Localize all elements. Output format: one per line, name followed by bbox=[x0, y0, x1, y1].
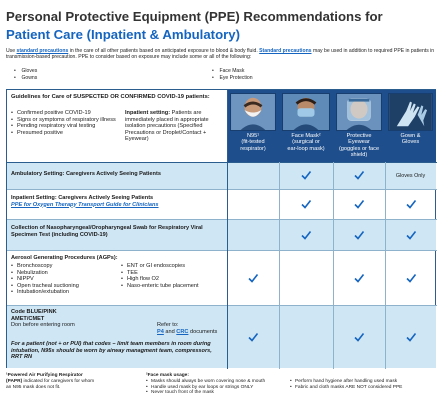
intro-text: Use standard precautions in the care of all other patients based on anticipated exposure to blood & body fluid. Standard precautions may be used in addition to required PPE in patients in transmission-based precaution. PPE to consider based on exposure may include some or all of the following: bbox=[6, 48, 435, 61]
row-swab: Collection of Nasopharyngeal/Oropharyngeal Swab for Respiratory Viral Specimen Test (including COVID-19) bbox=[7, 219, 227, 250]
row-ambulatory: Ambulatory Setting: Caregivers Actively Seeing Patients bbox=[7, 162, 227, 189]
column-n95: N95¹ (fit-tested respirator) bbox=[227, 90, 279, 162]
page-title-line1: Personal Protective Equipment (PPE) Recommendations for bbox=[6, 9, 383, 24]
ppe-table bbox=[6, 89, 436, 368]
check-icon bbox=[405, 331, 417, 343]
check-icon bbox=[300, 198, 312, 210]
column-face-mask: Face Mask² (surgical or ear-loop mask) bbox=[279, 90, 333, 162]
oxygen-transport-guide-link[interactable]: PPE for Oxygen Therapy Transport Guide for Clinicians bbox=[11, 201, 159, 208]
crc-link[interactable]: CRC bbox=[176, 328, 189, 335]
condition-item: • Signs or symptoms of respiratory illness bbox=[11, 117, 123, 124]
agp-item: • Bronchoscopy bbox=[11, 263, 121, 270]
check-icon bbox=[353, 331, 365, 343]
n95-respirator-icon bbox=[230, 93, 276, 131]
p4-link[interactable]: P4 bbox=[157, 328, 164, 335]
column-gown-gloves: Gown & Gloves bbox=[385, 90, 436, 162]
ppe-option-gloves: • Gloves bbox=[14, 68, 38, 74]
footnote-hand-hygiene: • Perform hand hygiene after handling used mask • Fabric and cloth masks ARE NOT considered PPE bbox=[290, 379, 436, 391]
check-icon bbox=[353, 272, 365, 284]
agp-item: • NIPPV bbox=[11, 276, 121, 283]
check-icon bbox=[300, 229, 312, 241]
gloves-icon bbox=[388, 93, 433, 131]
gloves-only-label: Gloves Only bbox=[395, 173, 426, 179]
agp-item: • Open tracheal suctioning bbox=[11, 283, 121, 290]
condition-list bbox=[11, 110, 123, 136]
guidelines-header bbox=[7, 90, 227, 162]
standard-precautions-link-2[interactable]: Standard precautions bbox=[259, 48, 312, 54]
face-mask-icon bbox=[282, 93, 330, 131]
standard-precautions-link[interactable]: standard precautions bbox=[16, 48, 69, 54]
check-icon bbox=[405, 198, 417, 210]
row-aerosol-procedures: Aerosol Generating Procedures (AGPs): • Bronchoscopy • Nebulization • NIPPV • Open tracheal suctioning • Intubation/extubation • ENT or GI endoscopies • TEE • High flow O2 • Naso-enteric tube placement bbox=[7, 250, 227, 305]
check-icon bbox=[353, 198, 365, 210]
condition-item: • Pending respiratory viral testing bbox=[11, 123, 123, 130]
ppe-option-gowns: • Gowns bbox=[14, 75, 38, 81]
check-icon bbox=[405, 229, 417, 241]
footnote-face-mask: ²Face mask usage: • Masks should always be worn covering nose & mouth • Handle used mask by ear loops or strings ONLY • Never touch front of the mask bbox=[146, 373, 286, 396]
row-code-blue: Code BLUE/PINK AMET/CMET Don before entering room Refer to: P4 and CRC documents For a patient (not + or PUI) that codes – limit team members in room during intubation, N95s should be worn by airway managment team, compressors, RRT RN bbox=[7, 305, 227, 368]
agp-item: • TEE bbox=[121, 270, 225, 277]
agp-item: • ENT or GI endoscopies bbox=[121, 263, 225, 270]
code-refer: Refer to: P4 and CRC documents bbox=[157, 322, 218, 335]
agp-item: • Nebulization bbox=[11, 270, 121, 277]
check-icon bbox=[247, 331, 259, 343]
agp-item: • Intubation/extubation bbox=[11, 289, 121, 296]
footnote-papr: ¹Powered Air Purifying Respirator (PAPR) indicated for caregivers for whom an N95 mask does not fit. bbox=[6, 373, 95, 390]
check-icon bbox=[247, 272, 259, 284]
condition-item: • Presumed positive bbox=[11, 130, 123, 137]
agp-item: • Naso-enteric tube placement bbox=[121, 283, 225, 290]
row-inpatient: Inpatient Setting: Caregivers Actively Seeing Patients PPE for Oxygen Therapy Transport Guide for Clinicians bbox=[11, 195, 159, 208]
agp-item: • High flow O2 bbox=[121, 276, 225, 283]
check-icon bbox=[353, 169, 365, 181]
inpatient-setting-note: Inpatient setting: Patients are immediately placed in appropriate isolation precautions (Specified Precautions or Droplet/Contact + Eyewear) bbox=[125, 110, 209, 142]
face-shield-icon bbox=[336, 93, 382, 131]
guidelines-title: Guidelines for Care of SUSPECTED OR CONFIRMED COVID-19 patients: bbox=[11, 94, 210, 100]
ppe-option-eye-protection: • Eye Protection bbox=[212, 75, 253, 81]
check-icon bbox=[353, 229, 365, 241]
column-protective-eyewear: Protective Eyewear (goggles or face shield) bbox=[333, 90, 385, 162]
ppe-option-face-mask: • Face Mask bbox=[212, 68, 245, 74]
check-icon bbox=[300, 169, 312, 181]
code-note: For a patient (not + or PUI) that codes – limit team members in room during intubation, N95s should be worn by airway managment team, compressors, RRT RN bbox=[11, 341, 212, 361]
condition-item: • Confirmed positive COVID-19 bbox=[11, 110, 123, 117]
check-icon bbox=[405, 272, 417, 284]
page-title-line2: Patient Care (Inpatient & Ambulatory) bbox=[6, 27, 240, 42]
